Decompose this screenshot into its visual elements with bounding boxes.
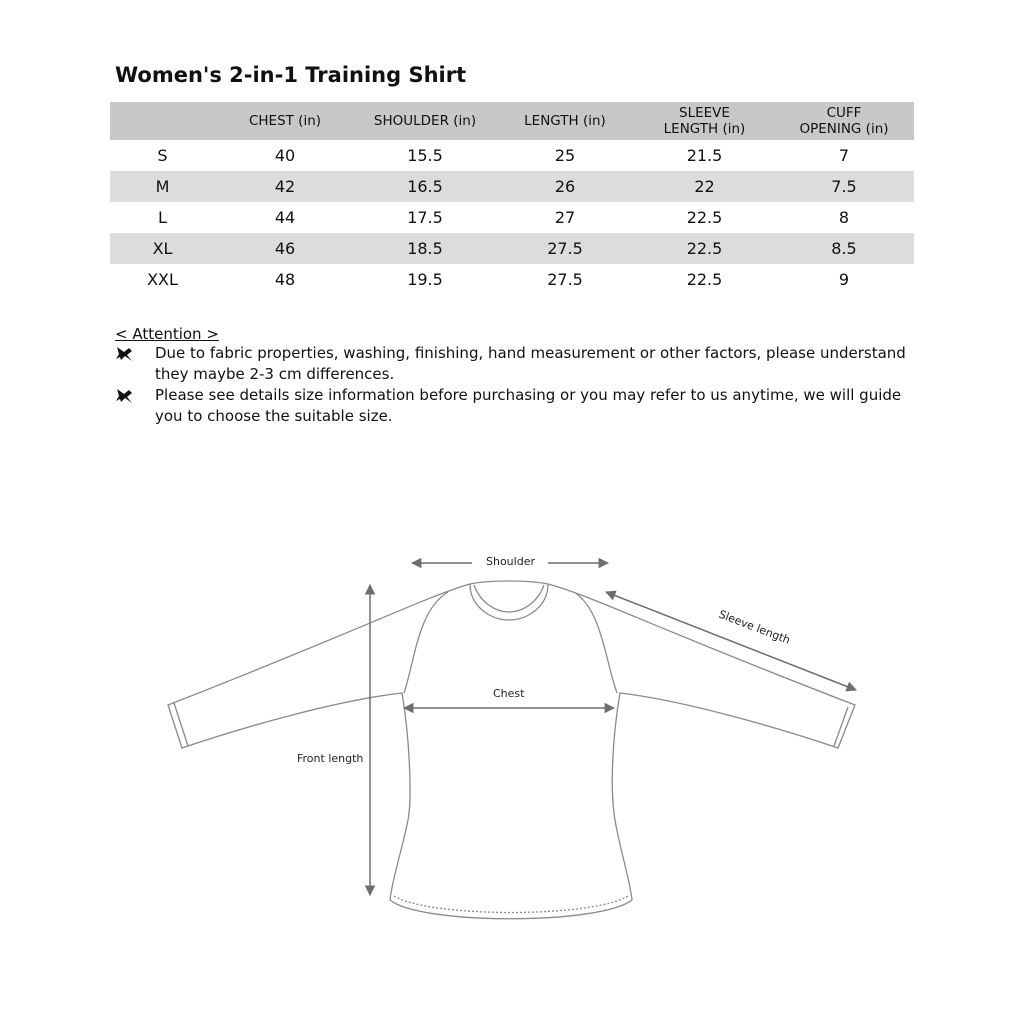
sleeve-cell: 22.5 — [686, 270, 723, 289]
table-row — [110, 264, 914, 295]
shoulder-cell: 18.5 — [355, 233, 495, 264]
cuff-cell: 7.5 — [774, 171, 914, 202]
front-length-label: Front length — [297, 752, 364, 765]
header-sleeve-length: SLEEVE LENGTH (in) — [635, 102, 774, 140]
shoulder-cell: 17.5 — [407, 208, 443, 227]
table-row — [110, 140, 914, 171]
header-cuff-opening: CUFF OPENING (in) — [774, 102, 914, 140]
attention-note — [115, 343, 915, 385]
header-shoulder: SHOULDER (in) — [355, 102, 495, 140]
sleeve-cell: 22 — [635, 171, 774, 202]
chest-label: Chest — [493, 687, 525, 700]
pushpin-icon — [115, 387, 135, 405]
cuff-cell: 9 — [838, 270, 850, 289]
table-row — [110, 233, 914, 264]
size-cell: XL — [110, 233, 215, 264]
length-cell: 25 — [554, 146, 576, 165]
shoulder-cell: 19.5 — [407, 270, 443, 289]
table-row — [110, 202, 914, 233]
sleeve-cell: 22.5 — [635, 233, 774, 264]
table-header-row — [110, 102, 914, 140]
sleeve-length-arrow — [606, 592, 856, 690]
attention-note-text: Please see details size information before purchasing or you may refer to us anytime, we will guide you to choose the suitable size. — [155, 386, 902, 425]
attention-note-text: Due to fabric properties, washing, finishing, hand measurement or other factors, please understand they maybe 2-3 cm differences. — [155, 344, 906, 383]
sleeve-cell: 22.5 — [686, 208, 723, 227]
shoulder-label: Shoulder — [486, 555, 535, 568]
chest-cell: 46 — [215, 233, 355, 264]
size-cell: L — [158, 208, 167, 227]
attention-note — [115, 385, 915, 427]
shoulder-cell: 16.5 — [355, 171, 495, 202]
pushpin-icon — [115, 345, 135, 363]
length-cell: 27 — [554, 208, 576, 227]
cuff-cell: 7 — [838, 146, 850, 165]
chest-cell: 40 — [274, 146, 296, 165]
size-cell: M — [110, 171, 215, 202]
chest-cell: 44 — [274, 208, 296, 227]
header-chest: CHEST (in) — [215, 102, 355, 140]
size-cell: S — [157, 146, 168, 165]
table-row — [110, 171, 914, 202]
shirt-outline — [168, 581, 855, 919]
size-cell: XXL — [147, 270, 178, 289]
page-title: Women's 2-in-1 Training Shirt — [115, 63, 467, 87]
header-length: LENGTH (in) — [495, 102, 635, 140]
chest-cell: 48 — [274, 270, 296, 289]
length-cell: 26 — [495, 171, 635, 202]
length-cell: 27.5 — [547, 270, 583, 289]
attention-section — [115, 325, 915, 427]
chest-cell: 42 — [215, 171, 355, 202]
length-cell: 27.5 — [495, 233, 635, 264]
sleeve-cell: 21.5 — [686, 146, 723, 165]
sleeve-length-label: Sleeve length — [716, 607, 792, 647]
cuff-cell: 8.5 — [774, 233, 914, 264]
header-size — [110, 102, 215, 140]
attention-heading: < Attention > — [115, 325, 219, 343]
shoulder-cell: 15.5 — [407, 146, 443, 165]
cuff-cell: 8 — [838, 208, 850, 227]
size-table — [110, 102, 914, 295]
